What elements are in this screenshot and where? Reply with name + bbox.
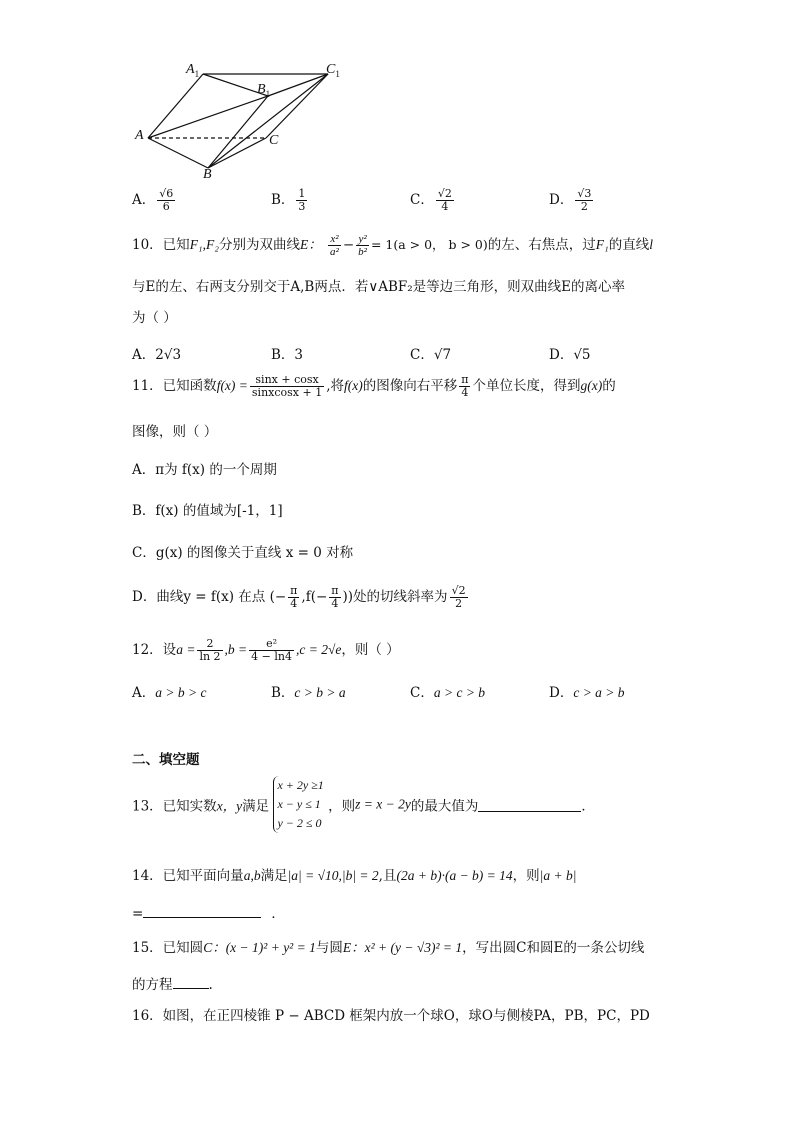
- label-c: C: [269, 133, 279, 148]
- q16-line1: 16．如图，在正四棱锥 P − ABCD 框架内放一个球O，球O与侧棱PA，PB，PC，PD: [132, 1008, 650, 1024]
- q9-option-d[interactable]: D． $\frac{√3}{2}$: [549, 187, 592, 213]
- q9-option-c[interactable]: C． $\frac{√2}{4}$: [410, 187, 452, 213]
- q13-stem: 13．已知实数x，y满足 x + 2y ≥1 x − y ≤ 1 y − 2 ≤ 0 ，则z = x − 2y的最大值为 ．: [132, 776, 595, 833]
- label-a1: $A_1$: [186, 62, 200, 79]
- q10-line1: 10．已知F₁,F₂分别为双曲线E： $\frac{\text{x²}}{\text{a²}}$ − $\frac{\text{y²}}{\text{b²}}$ = 1(a > 0， b > 0)的左、右焦点，过F₁的直线l: [132, 233, 653, 258]
- q12-option-d[interactable]: D．c > a > b: [549, 685, 625, 701]
- q12-option-c[interactable]: C．a > c > b: [410, 685, 486, 701]
- q11-option-a[interactable]: A．π为 f(x) 的一个周期: [132, 462, 277, 478]
- edge-b-c: [208, 138, 266, 168]
- edge-b1-c1: [268, 74, 328, 96]
- q10-option-c[interactable]: C．√7: [410, 347, 452, 363]
- q15-answer-blank[interactable]: [173, 976, 209, 989]
- label-c1: $C_1$: [326, 62, 340, 79]
- q9-option-a[interactable]: A． $\frac{√6}{6}$: [132, 187, 174, 213]
- q10-option-a[interactable]: A．2√3: [132, 347, 182, 363]
- q11-line2: 图像，则（ ）: [132, 424, 218, 440]
- edge-a-b: [148, 138, 208, 168]
- label-a: A: [135, 128, 144, 143]
- q12-stem: 12．设a = $\frac{2}{\ln 2}$ ,b = $\frac{\text{e²}}{4 - \ln 4}$ ,c = 2√e，则（ ）: [132, 637, 400, 663]
- q10-option-b[interactable]: B．3: [271, 347, 304, 363]
- q10-line3: 为（ ）: [132, 310, 177, 326]
- q15-line2: 的方程 .: [132, 977, 213, 993]
- q13-constraint-system: x + 2y ≥1 x − y ≤ 1 y − 2 ≤ 0: [273, 776, 323, 833]
- q11-option-c[interactable]: C．g(x) 的图像关于直线 x = 0 对称: [132, 545, 354, 561]
- q14-line1: 14．已知平面向量a,b满足|a| = √10,|b| = 2,且(2a + b)·(a − b) = 14，则|a + b|: [132, 868, 577, 884]
- q12-option-b[interactable]: B．c > b > a: [271, 685, 346, 701]
- label-b1: $B_1$: [257, 82, 271, 99]
- edge-c-c1: [266, 74, 328, 138]
- label-b: B: [203, 167, 212, 182]
- q13-answer-blank[interactable]: [478, 797, 581, 812]
- q14-answer-blank[interactable]: [143, 905, 261, 918]
- q9-option-b[interactable]: B． $\frac{1}{3}$: [271, 187, 306, 213]
- q11-option-b[interactable]: B．f(x) 的值域为[-1，1]: [132, 503, 283, 519]
- q14-line2: = ．: [132, 906, 285, 922]
- prism-figure: [128, 58, 358, 188]
- q15-line1: 15．已知圆C：(x − 1)² + y² = 1与圆E：x² + (y − √3)² = 1，写出圆C和圆E的一条公切线: [132, 940, 645, 956]
- q10-option-d[interactable]: D．√5: [549, 347, 591, 363]
- q11-option-d[interactable]: D．曲线y = f(x) 在点 (− $\frac{\pi}{4}$ ,f(− $\frac{\pi}{4}$ ))处的切线斜率为 $\frac{√2}{2}$: [132, 584, 466, 610]
- q10-line2: 与E的左、右两支分别交于A,B两点．若∨ABF₂是等边三角形，则双曲线E的离心率: [132, 279, 625, 295]
- q12-option-a[interactable]: A．a > b > c: [132, 685, 207, 701]
- section-heading-fill-in: 二、填空题: [132, 752, 200, 768]
- q11-line1: 11．已知函数f(x) = $\frac{\sin x + \cos x}{\text{sinxcosx + 1}}$ ,将f(x)的图像向右平移 $\frac{\pi}{4}$ 个单位长度，得到g(x)的: [132, 373, 616, 399]
